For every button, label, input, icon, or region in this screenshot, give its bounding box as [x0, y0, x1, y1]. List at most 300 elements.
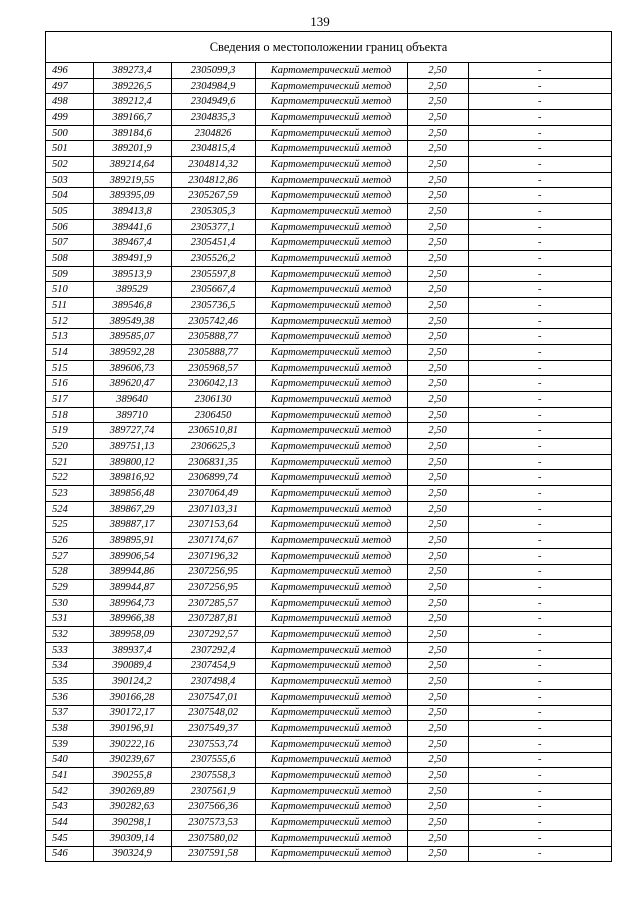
- description-cell: -: [468, 689, 611, 705]
- table-row: [46, 736, 611, 752]
- table-row: [46, 251, 611, 267]
- accuracy-cell: 2,50: [407, 815, 468, 831]
- point-number-cell: 537: [46, 705, 93, 721]
- table-row: [46, 376, 611, 392]
- description-cell: -: [468, 783, 611, 799]
- x-coordinate-cell: 389937,4: [93, 642, 171, 658]
- x-coordinate-cell: 390309,14: [93, 830, 171, 846]
- point-number-cell: 505: [46, 204, 93, 220]
- accuracy-cell: 2,50: [407, 501, 468, 517]
- accuracy-cell: 2,50: [407, 345, 468, 361]
- x-coordinate-cell: 390269,89: [93, 783, 171, 799]
- y-coordinate-cell: 2307566,36: [171, 799, 255, 815]
- method-cell: Картометрический метод: [255, 815, 407, 831]
- y-coordinate-cell: 2306899,74: [171, 470, 255, 486]
- accuracy-cell: 2,50: [407, 533, 468, 549]
- method-cell: Картометрический метод: [255, 204, 407, 220]
- point-number-cell: 514: [46, 345, 93, 361]
- accuracy-cell: 2,50: [407, 595, 468, 611]
- x-coordinate-cell: 389395,09: [93, 188, 171, 204]
- point-number-cell: 508: [46, 251, 93, 267]
- point-number-cell: 532: [46, 627, 93, 643]
- point-number-cell: 530: [46, 595, 93, 611]
- method-cell: Картометрический метод: [255, 533, 407, 549]
- x-coordinate-cell: 389727,74: [93, 423, 171, 439]
- table-row: [46, 486, 611, 502]
- table-row: [46, 595, 611, 611]
- accuracy-cell: 2,50: [407, 721, 468, 737]
- method-cell: Картометрический метод: [255, 157, 407, 173]
- description-cell: -: [468, 141, 611, 157]
- point-number-cell: 522: [46, 470, 93, 486]
- x-coordinate-cell: 389944,87: [93, 580, 171, 596]
- y-coordinate-cell: 2305267,59: [171, 188, 255, 204]
- y-coordinate-cell: 2307196,32: [171, 548, 255, 564]
- x-coordinate-cell: 390222,16: [93, 736, 171, 752]
- y-coordinate-cell: 2306450: [171, 407, 255, 423]
- description-cell: -: [468, 533, 611, 549]
- method-cell: Картометрический метод: [255, 580, 407, 596]
- accuracy-cell: 2,50: [407, 783, 468, 799]
- y-coordinate-cell: 2306625,3: [171, 439, 255, 455]
- table-row: [46, 188, 611, 204]
- y-coordinate-cell: 2305305,3: [171, 204, 255, 220]
- table-row: [46, 266, 611, 282]
- accuracy-cell: 2,50: [407, 470, 468, 486]
- accuracy-cell: 2,50: [407, 110, 468, 126]
- description-cell: -: [468, 658, 611, 674]
- accuracy-cell: 2,50: [407, 580, 468, 596]
- table-row: [46, 423, 611, 439]
- point-number-cell: 498: [46, 94, 93, 110]
- point-number-cell: 507: [46, 235, 93, 251]
- description-cell: -: [468, 94, 611, 110]
- accuracy-cell: 2,50: [407, 486, 468, 502]
- table-row: [46, 611, 611, 627]
- method-cell: Картометрический метод: [255, 376, 407, 392]
- x-coordinate-cell: 389413,8: [93, 204, 171, 220]
- description-cell: -: [538, 848, 542, 860]
- accuracy-cell: 2,50: [407, 360, 468, 376]
- description-cell: -: [468, 470, 611, 486]
- method-cell: Картометрический метод: [255, 799, 407, 815]
- description-cell: -: [468, 439, 611, 455]
- description-cell: -: [468, 580, 611, 596]
- method-cell: Картометрический метод: [255, 548, 407, 564]
- y-coordinate-cell: 2307573,53: [171, 815, 255, 831]
- table-row: [46, 172, 611, 188]
- point-number-cell: 518: [46, 407, 93, 423]
- description-cell: -: [468, 642, 611, 658]
- description-cell: -: [468, 564, 611, 580]
- x-coordinate-cell: 389219,55: [93, 172, 171, 188]
- point-number-cell: 504: [46, 188, 93, 204]
- x-coordinate-cell: 390239,67: [93, 752, 171, 768]
- description-cell: -: [468, 298, 611, 314]
- accuracy-cell: 2,50: [407, 611, 468, 627]
- x-coordinate-cell: 389867,29: [93, 501, 171, 517]
- x-coordinate-cell: 389592,28: [93, 345, 171, 361]
- x-coordinate-cell: 389966,38: [93, 611, 171, 627]
- point-number-cell: 520: [46, 439, 93, 455]
- description-cell: -: [468, 219, 611, 235]
- table-row: [46, 768, 611, 784]
- method-cell: Картометрический метод: [255, 564, 407, 580]
- description-cell: -: [468, 313, 611, 329]
- point-number-cell: 513: [46, 329, 93, 345]
- y-coordinate-cell: 2307103,31: [171, 501, 255, 517]
- point-number-cell: 509: [46, 266, 93, 282]
- y-coordinate-cell: 2305742,46: [171, 313, 255, 329]
- method-cell: Картометрический метод: [255, 63, 407, 78]
- point-number-cell: 511: [46, 298, 93, 314]
- description-cell: -: [468, 78, 611, 94]
- table-row: [46, 407, 611, 423]
- description-cell: -: [468, 674, 611, 690]
- method-cell: Картометрический метод: [255, 627, 407, 643]
- description-cell: -: [468, 407, 611, 423]
- point-number-cell: 496: [46, 63, 93, 78]
- method-cell: Картометрический метод: [255, 830, 407, 846]
- table-row: [46, 345, 611, 361]
- accuracy-cell: 2,50: [407, 376, 468, 392]
- accuracy-cell: 2,50: [407, 125, 468, 141]
- accuracy-cell: 2,50: [407, 298, 468, 314]
- x-coordinate-cell: 389214,64: [93, 157, 171, 173]
- y-coordinate-cell: 2306510,81: [171, 423, 255, 439]
- y-coordinate-cell: 2305377,1: [171, 219, 255, 235]
- table-row: [46, 94, 611, 110]
- description-cell: -: [468, 266, 611, 282]
- x-coordinate-cell: 389964,73: [93, 595, 171, 611]
- y-coordinate-cell: 2305099,3: [171, 63, 255, 78]
- method-cell: Картометрический метод: [255, 219, 407, 235]
- y-coordinate-cell: 2307454,9: [171, 658, 255, 674]
- accuracy-cell: 2,50: [407, 282, 468, 298]
- description-cell: -: [468, 125, 611, 141]
- description-cell: -: [468, 501, 611, 517]
- x-coordinate-cell: 389800,12: [93, 454, 171, 470]
- method-cell: Картометрический метод: [255, 392, 407, 408]
- table-row: [46, 329, 611, 345]
- method-cell: Картометрический метод: [255, 94, 407, 110]
- method-cell: Картометрический метод: [255, 736, 407, 752]
- x-coordinate-cell: 389226,5: [93, 78, 171, 94]
- method-cell: Картометрический метод: [255, 110, 407, 126]
- accuracy-cell: 2,50: [407, 251, 468, 267]
- description-cell: -: [468, 204, 611, 220]
- method-cell: Картометрический метод: [255, 141, 407, 157]
- point-number-cell: 500: [46, 125, 93, 141]
- method-cell: Картометрический метод: [255, 768, 407, 784]
- method-cell: Картометрический метод: [255, 329, 407, 345]
- accuracy-cell: 2,50: [407, 517, 468, 533]
- x-coordinate-cell: 389606,73: [93, 360, 171, 376]
- method-cell: Картометрический метод: [255, 423, 407, 439]
- table-row: [46, 830, 611, 846]
- y-coordinate-cell: 2307547,01: [171, 689, 255, 705]
- table-row: [46, 282, 611, 298]
- x-coordinate-cell: 390124,2: [93, 674, 171, 690]
- table-row: [46, 141, 611, 157]
- x-coordinate-cell: 389585,07: [93, 329, 171, 345]
- description-cell: -: [468, 830, 611, 846]
- accuracy-cell: 2,50: [407, 768, 468, 784]
- accuracy-cell: 2,50: [407, 642, 468, 658]
- x-coordinate-cell: 389640: [93, 392, 171, 408]
- method-cell: Картометрический метод: [255, 705, 407, 721]
- boundary-sheet: [45, 31, 612, 862]
- method-cell: Картометрический метод: [255, 298, 407, 314]
- x-coordinate-cell: 389710: [93, 407, 171, 423]
- coordinates-table: [46, 63, 611, 861]
- method-cell: Картометрический метод: [255, 517, 407, 533]
- x-coordinate-cell: 390298,1: [93, 815, 171, 831]
- table-row: [46, 627, 611, 643]
- y-coordinate-cell: 2307285,57: [171, 595, 255, 611]
- accuracy-cell: 2,50: [407, 548, 468, 564]
- y-coordinate-cell: 2306130: [171, 392, 255, 408]
- accuracy-cell: 2,50: [407, 266, 468, 282]
- description-cell: -: [468, 595, 611, 611]
- x-coordinate-cell: 389441,6: [93, 219, 171, 235]
- x-coordinate-cell: 389513,9: [93, 266, 171, 282]
- y-coordinate-cell: 2307498,4: [171, 674, 255, 690]
- accuracy-cell: 2,50: [407, 674, 468, 690]
- x-coordinate-cell: 389816,92: [93, 470, 171, 486]
- table-row: [46, 125, 611, 141]
- point-number-cell: 524: [46, 501, 93, 517]
- x-coordinate-cell: 389751,13: [93, 439, 171, 455]
- accuracy-cell: 2,50: [407, 188, 468, 204]
- description-cell: -: [468, 768, 611, 784]
- description-cell: -: [468, 110, 611, 126]
- table-row: [46, 658, 611, 674]
- y-coordinate-cell: 2305451,4: [171, 235, 255, 251]
- method-cell: Картометрический метод: [255, 282, 407, 298]
- y-coordinate-cell: 2305526,2: [171, 251, 255, 267]
- table-row: [46, 564, 611, 580]
- x-coordinate-cell: 389944,86: [93, 564, 171, 580]
- accuracy-cell: 2,50: [407, 658, 468, 674]
- accuracy-cell: 2,50: [407, 407, 468, 423]
- description-cell: -: [468, 454, 611, 470]
- x-coordinate-cell: 389620,47: [93, 376, 171, 392]
- accuracy-cell: 2,50: [407, 78, 468, 94]
- table-row: [46, 815, 611, 831]
- description-cell: -: [468, 736, 611, 752]
- y-coordinate-cell: 2306831,35: [171, 454, 255, 470]
- table-row: [46, 721, 611, 737]
- x-coordinate-cell: 389546,8: [93, 298, 171, 314]
- point-number-cell: 517: [46, 392, 93, 408]
- table-row: [46, 219, 611, 235]
- point-number-cell: 506: [46, 219, 93, 235]
- table-row: [46, 674, 611, 690]
- description-cell: -: [468, 705, 611, 721]
- table-row: [46, 470, 611, 486]
- point-number-cell: 497: [46, 78, 93, 94]
- x-coordinate-cell: 390324,9: [93, 846, 171, 861]
- point-number-cell: 512: [46, 313, 93, 329]
- y-coordinate-cell: 2307555,6: [171, 752, 255, 768]
- accuracy-cell: 2,50: [407, 313, 468, 329]
- table-row: [46, 439, 611, 455]
- table-row: [46, 313, 611, 329]
- method-cell: Картометрический метод: [255, 439, 407, 455]
- point-number-cell: 545: [46, 830, 93, 846]
- accuracy-cell: 2,50: [407, 141, 468, 157]
- accuracy-cell: 2,50: [407, 564, 468, 580]
- table-row: [46, 78, 611, 94]
- description-cell: -: [468, 611, 611, 627]
- method-cell: Картометрический метод: [255, 454, 407, 470]
- y-coordinate-cell: 2307591,58: [171, 846, 255, 861]
- table-row: [46, 517, 611, 533]
- accuracy-cell: 2,50: [407, 172, 468, 188]
- accuracy-cell: 2,50: [407, 157, 468, 173]
- point-number-cell: 535: [46, 674, 93, 690]
- y-coordinate-cell: 2307292,57: [171, 627, 255, 643]
- x-coordinate-cell: 390172,17: [93, 705, 171, 721]
- accuracy-cell: 2,50: [407, 736, 468, 752]
- x-coordinate-cell: 389166,7: [93, 110, 171, 126]
- x-coordinate-cell: 390196,91: [93, 721, 171, 737]
- point-number-cell: 544: [46, 815, 93, 831]
- y-coordinate-cell: 2305667,4: [171, 282, 255, 298]
- method-cell: Картометрический метод: [255, 752, 407, 768]
- y-coordinate-cell: 2307553,74: [171, 736, 255, 752]
- accuracy-cell: 2,50: [407, 392, 468, 408]
- method-cell: Картометрический метод: [255, 689, 407, 705]
- accuracy-cell: 2,50: [407, 423, 468, 439]
- description-cell: -: [468, 345, 611, 361]
- y-coordinate-cell: 2304835,3: [171, 110, 255, 126]
- y-coordinate-cell: 2304949,6: [171, 94, 255, 110]
- description-cell: -: [468, 172, 611, 188]
- description-cell: -: [468, 360, 611, 376]
- method-cell: Картометрический метод: [255, 125, 407, 141]
- accuracy-cell: 2,50: [407, 627, 468, 643]
- y-coordinate-cell: 2307064,49: [171, 486, 255, 502]
- accuracy-cell: 2,50: [407, 752, 468, 768]
- description-cell: -: [468, 235, 611, 251]
- y-coordinate-cell: 2307549,37: [171, 721, 255, 737]
- table-row: [46, 799, 611, 815]
- method-cell: Картометрический метод: [255, 313, 407, 329]
- accuracy-cell: 2,50: [407, 439, 468, 455]
- point-number-cell: 527: [46, 548, 93, 564]
- point-number-cell: 510: [46, 282, 93, 298]
- y-coordinate-cell: 2304815,4: [171, 141, 255, 157]
- method-cell: Картометрический метод: [255, 486, 407, 502]
- y-coordinate-cell: 2307174,67: [171, 533, 255, 549]
- accuracy-cell: 2,50: [407, 454, 468, 470]
- y-coordinate-cell: 2305888,77: [171, 329, 255, 345]
- table-row: [46, 533, 611, 549]
- description-cell: -: [468, 752, 611, 768]
- point-number-cell: 523: [46, 486, 93, 502]
- y-coordinate-cell: 2307561,9: [171, 783, 255, 799]
- x-coordinate-cell: 390089,4: [93, 658, 171, 674]
- y-coordinate-cell: 2307292,4: [171, 642, 255, 658]
- y-coordinate-cell: 2307558,3: [171, 768, 255, 784]
- point-number-cell: 501: [46, 141, 93, 157]
- x-coordinate-cell: 389184,6: [93, 125, 171, 141]
- y-coordinate-cell: 2307256,95: [171, 580, 255, 596]
- y-coordinate-cell: 2305597,8: [171, 266, 255, 282]
- x-coordinate-cell: 390282,63: [93, 799, 171, 815]
- y-coordinate-cell: 2305888,77: [171, 345, 255, 361]
- table-row: [46, 783, 611, 799]
- description-cell: -: [468, 815, 611, 831]
- point-number-cell: 540: [46, 752, 93, 768]
- description-cell: -: [468, 423, 611, 439]
- y-coordinate-cell: 2307580,02: [171, 830, 255, 846]
- point-number-cell: 541: [46, 768, 93, 784]
- table-row: [46, 580, 611, 596]
- x-coordinate-cell: 389212,4: [93, 94, 171, 110]
- description-cell: -: [468, 251, 611, 267]
- x-coordinate-cell: 389958,09: [93, 627, 171, 643]
- accuracy-cell: 2,50: [407, 830, 468, 846]
- method-cell: Картометрический метод: [255, 266, 407, 282]
- description-cell: -: [468, 627, 611, 643]
- table-row: [46, 157, 611, 173]
- point-number-cell: 533: [46, 642, 93, 658]
- x-coordinate-cell: 389491,9: [93, 251, 171, 267]
- x-coordinate-cell: 389467,4: [93, 235, 171, 251]
- y-coordinate-cell: 2307256,95: [171, 564, 255, 580]
- description-cell: -: [468, 721, 611, 737]
- table-row: [46, 846, 611, 861]
- description-cell: -: [468, 282, 611, 298]
- x-coordinate-cell: 389887,17: [93, 517, 171, 533]
- table-row: [46, 548, 611, 564]
- y-coordinate-cell: 2307548,02: [171, 705, 255, 721]
- description-cell: -: [468, 63, 611, 78]
- accuracy-cell: 2,50: [407, 689, 468, 705]
- table-row: [46, 501, 611, 517]
- point-number-cell: 538: [46, 721, 93, 737]
- page-number: 139: [310, 14, 330, 29]
- method-cell: Картометрический метод: [255, 470, 407, 486]
- table-row: [46, 705, 611, 721]
- table-row: [46, 298, 611, 314]
- y-coordinate-cell: 2305736,5: [171, 298, 255, 314]
- x-coordinate-cell: 389273,4: [93, 63, 171, 78]
- x-coordinate-cell: 390255,8: [93, 768, 171, 784]
- point-number-cell: 539: [46, 736, 93, 752]
- method-cell: Картометрический метод: [255, 674, 407, 690]
- y-coordinate-cell: 2304826: [171, 125, 255, 141]
- point-number-cell: 521: [46, 454, 93, 470]
- accuracy-cell: 2,50: [407, 705, 468, 721]
- description-cell: -: [468, 799, 611, 815]
- method-cell: Картометрический метод: [255, 172, 407, 188]
- accuracy-cell: 2,50: [407, 846, 468, 861]
- point-number-cell: 546: [46, 846, 93, 861]
- accuracy-cell: 2,50: [407, 204, 468, 220]
- description-cell: -: [468, 376, 611, 392]
- y-coordinate-cell: 2304984,9: [171, 78, 255, 94]
- method-cell: Картометрический метод: [255, 251, 407, 267]
- y-coordinate-cell: 2306042,13: [171, 376, 255, 392]
- table-row: [46, 752, 611, 768]
- method-cell: Картометрический метод: [255, 78, 407, 94]
- point-number-cell: 516: [46, 376, 93, 392]
- accuracy-cell: 2,50: [407, 63, 468, 78]
